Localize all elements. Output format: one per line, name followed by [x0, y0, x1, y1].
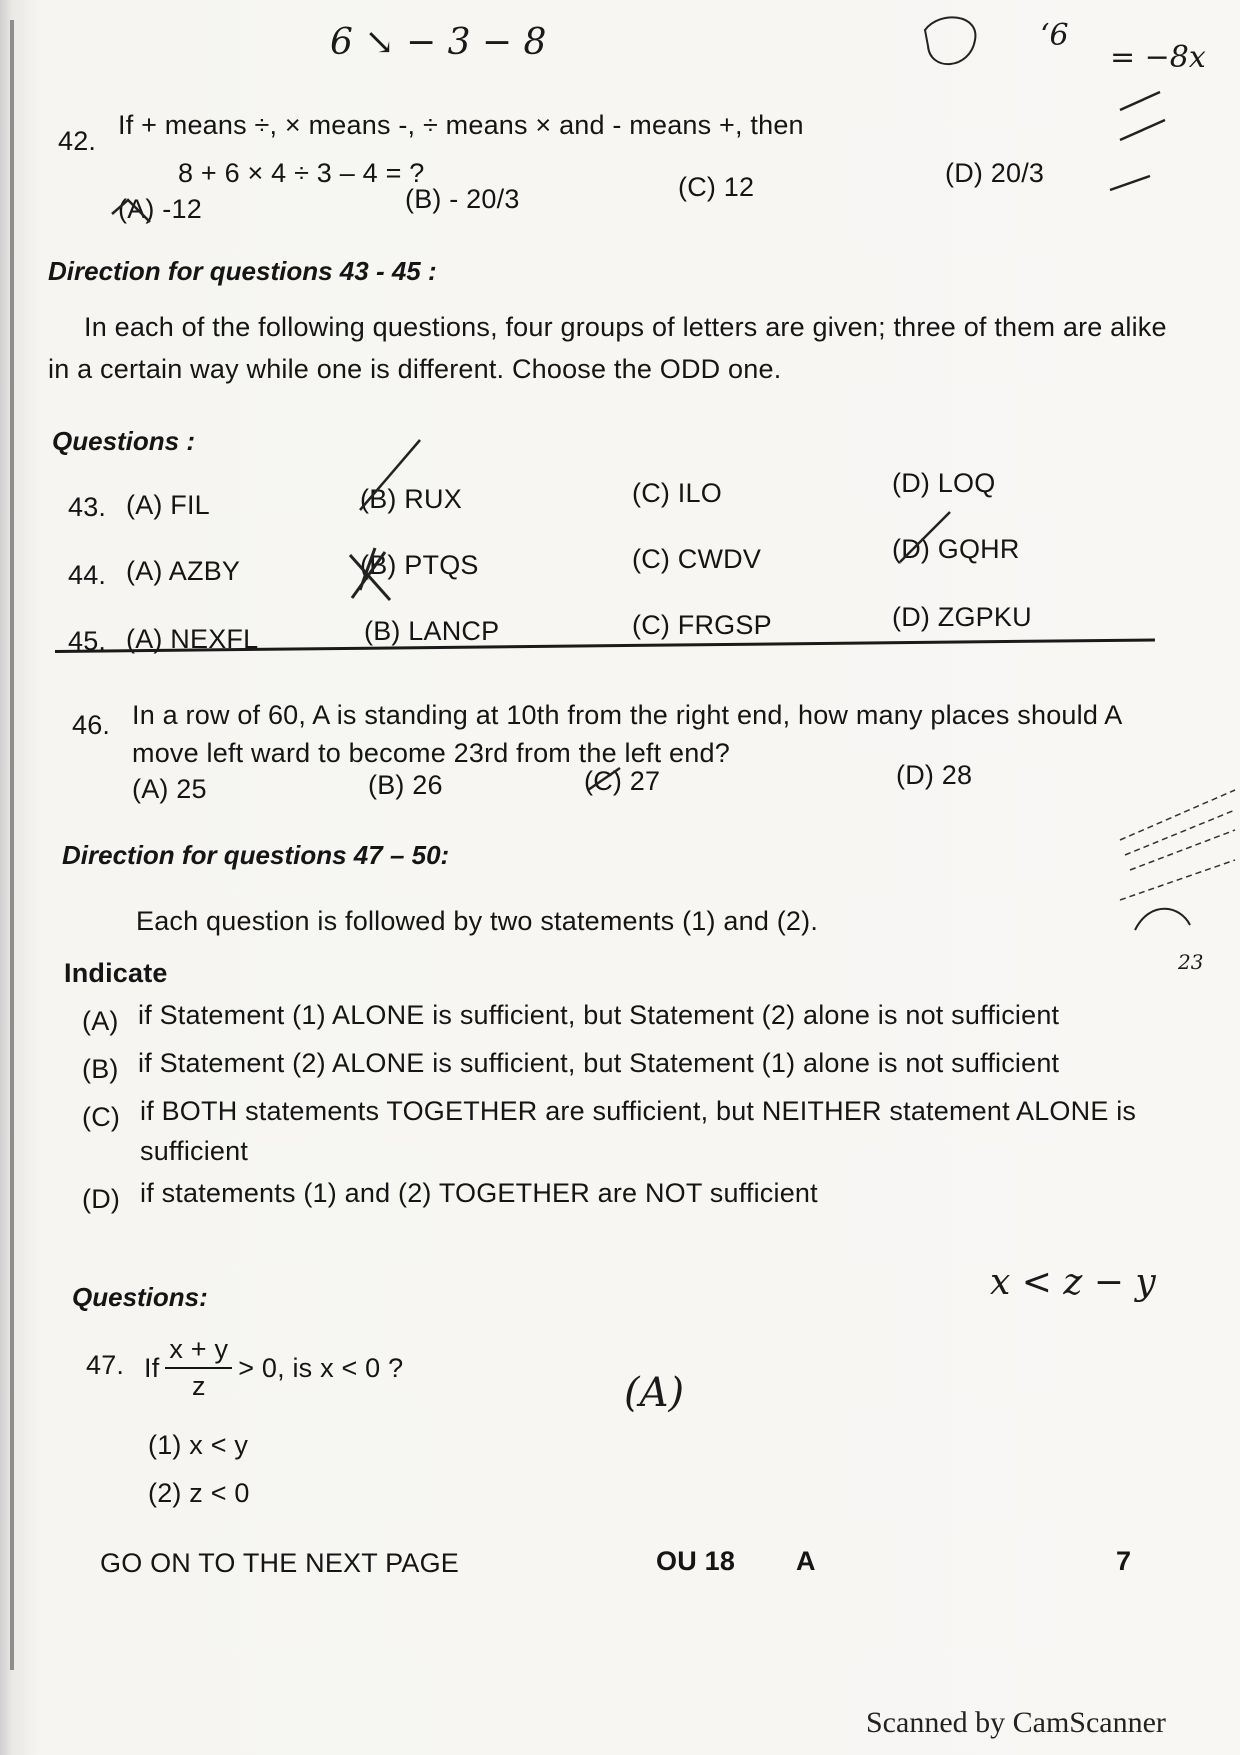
q46-number: 46.	[72, 710, 111, 740]
choice-c-text: if BOTH statements TOGETHER are sufficient, but NEITHER statement ALONE is	[140, 1096, 1137, 1126]
handwritten-top-row: 6 ↘ − 3 − 8	[330, 22, 547, 63]
q42-option-b: (B) - 20/3	[405, 184, 520, 214]
q45-option-d: (D) ZGPKU	[892, 602, 1032, 632]
footer-next-page: GO ON TO THE NEXT PAGE	[100, 1548, 459, 1578]
q47-numerator: x + y	[165, 1334, 232, 1369]
tick-mark-q42-a	[112, 200, 150, 222]
q46-line1: In a row of 60, A is standing at 10th from the right end, how many places should A	[132, 700, 1123, 730]
handwritten-23: 23	[1178, 950, 1204, 974]
questions-label-47: Questions:	[72, 1282, 208, 1312]
direction-47-50-heading: Direction for questions 47 – 50:	[62, 840, 450, 870]
q45-option-a: (A) NEXFL	[126, 624, 259, 654]
indicate-label: Indicate	[64, 958, 168, 988]
choice-b-label: (B)	[82, 1054, 119, 1084]
handwritten-margin-strokes	[1110, 92, 1165, 190]
q43-option-a: (A) FIL	[126, 490, 210, 520]
q42-option-a: (A) -12	[118, 194, 202, 224]
scanner-watermark: Scanned by CamScanner	[866, 1706, 1166, 1739]
q42-option-c: (C) 12	[678, 172, 755, 202]
q43-number: 43.	[68, 492, 107, 522]
q47-denominator: z	[191, 1371, 206, 1401]
choice-d-label: (D)	[82, 1184, 121, 1214]
q42-expression: 8 + 6 × 4 ÷ 3 – 4 = ?	[178, 158, 425, 188]
q47-number: 47.	[86, 1350, 125, 1380]
q45-number: 45.	[68, 626, 107, 656]
handwritten-answer-mark: (A)	[624, 1370, 685, 1416]
q43-option-d: (D) LOQ	[892, 468, 996, 498]
tick-mark-q44-d	[900, 512, 950, 562]
handwritten-right-margin: = −8x	[1110, 40, 1206, 75]
q47-if: If	[144, 1352, 160, 1383]
q43-option-c: (C) ILO	[632, 478, 722, 508]
choice-c-text-continued: sufficient	[140, 1136, 249, 1166]
q47-rest: > 0, is x < 0 ?	[238, 1352, 404, 1383]
q46-option-c: (C) 27	[584, 766, 661, 796]
choice-d-text: if statements (1) and (2) TOGETHER are NOT sufficient	[140, 1178, 818, 1208]
footer-page-number: 7	[1116, 1546, 1132, 1576]
questions-label-43: Questions :	[52, 426, 196, 456]
rough-work-scribble	[1135, 909, 1190, 930]
q47-statement-2: (2) z < 0	[148, 1478, 250, 1508]
rough-work-lines	[1120, 790, 1235, 900]
q43-option-b: (B) RUX	[360, 484, 462, 514]
q44-number: 44.	[68, 560, 107, 590]
q44-option-b: (B) PTQS	[360, 550, 479, 580]
choice-c-label: (C)	[82, 1102, 121, 1132]
q42-text: If + means ÷, × means -, ÷ means × and - means +, then	[118, 110, 804, 140]
q42-number: 42.	[58, 126, 97, 156]
choice-b-text: if Statement (2) ALONE is sufficient, but Statement (1) alone is not sufficient	[138, 1048, 1060, 1078]
choice-a-label: (A)	[82, 1006, 119, 1036]
q47-statement-1: (1) x < y	[148, 1430, 249, 1460]
q46-option-b: (B) 26	[368, 770, 443, 800]
footer-set: A	[796, 1546, 816, 1576]
q44-option-a: (A) AZBY	[126, 556, 241, 586]
handwritten-top-right: ‘6	[1040, 18, 1069, 53]
choice-a-text: if Statement (1) ALONE is sufficient, but Statement (2) alone is not sufficient	[138, 1000, 1060, 1030]
q44-option-c: (C) CWDV	[632, 544, 762, 574]
tick-mark-q43-b	[360, 440, 420, 510]
cross-mark-q44-b	[350, 548, 390, 600]
handwritten-inequality-note: x < z − y	[990, 1262, 1156, 1303]
q46-option-a: (A) 25	[132, 774, 207, 804]
q44-option-d: (D) GQHR	[892, 534, 1020, 564]
direction-43-45-line2: in a certain way while one is different. Choose the ODD one.	[48, 354, 782, 384]
direction-47-50-intro: Each question is followed by two statements (1) and (2).	[136, 906, 819, 936]
direction-43-45-line1: In each of the following questions, four groups of letters are given; three of them are alike	[84, 312, 1167, 342]
q46-option-d: (D) 28	[896, 760, 973, 790]
tick-mark-q46-c	[588, 768, 620, 790]
q46-line2: move left ward to become 23rd from the left end?	[132, 738, 730, 768]
q45-option-b: (B) LANCP	[364, 616, 500, 646]
footer-booklet-code: OU 18	[656, 1546, 736, 1576]
direction-43-45-heading: Direction for questions 43 - 45 :	[48, 256, 437, 286]
q45-option-c: (C) FRGSP	[632, 610, 772, 640]
q42-option-d: (D) 20/3	[945, 158, 1045, 188]
handwritten-scribble-top	[925, 17, 975, 64]
